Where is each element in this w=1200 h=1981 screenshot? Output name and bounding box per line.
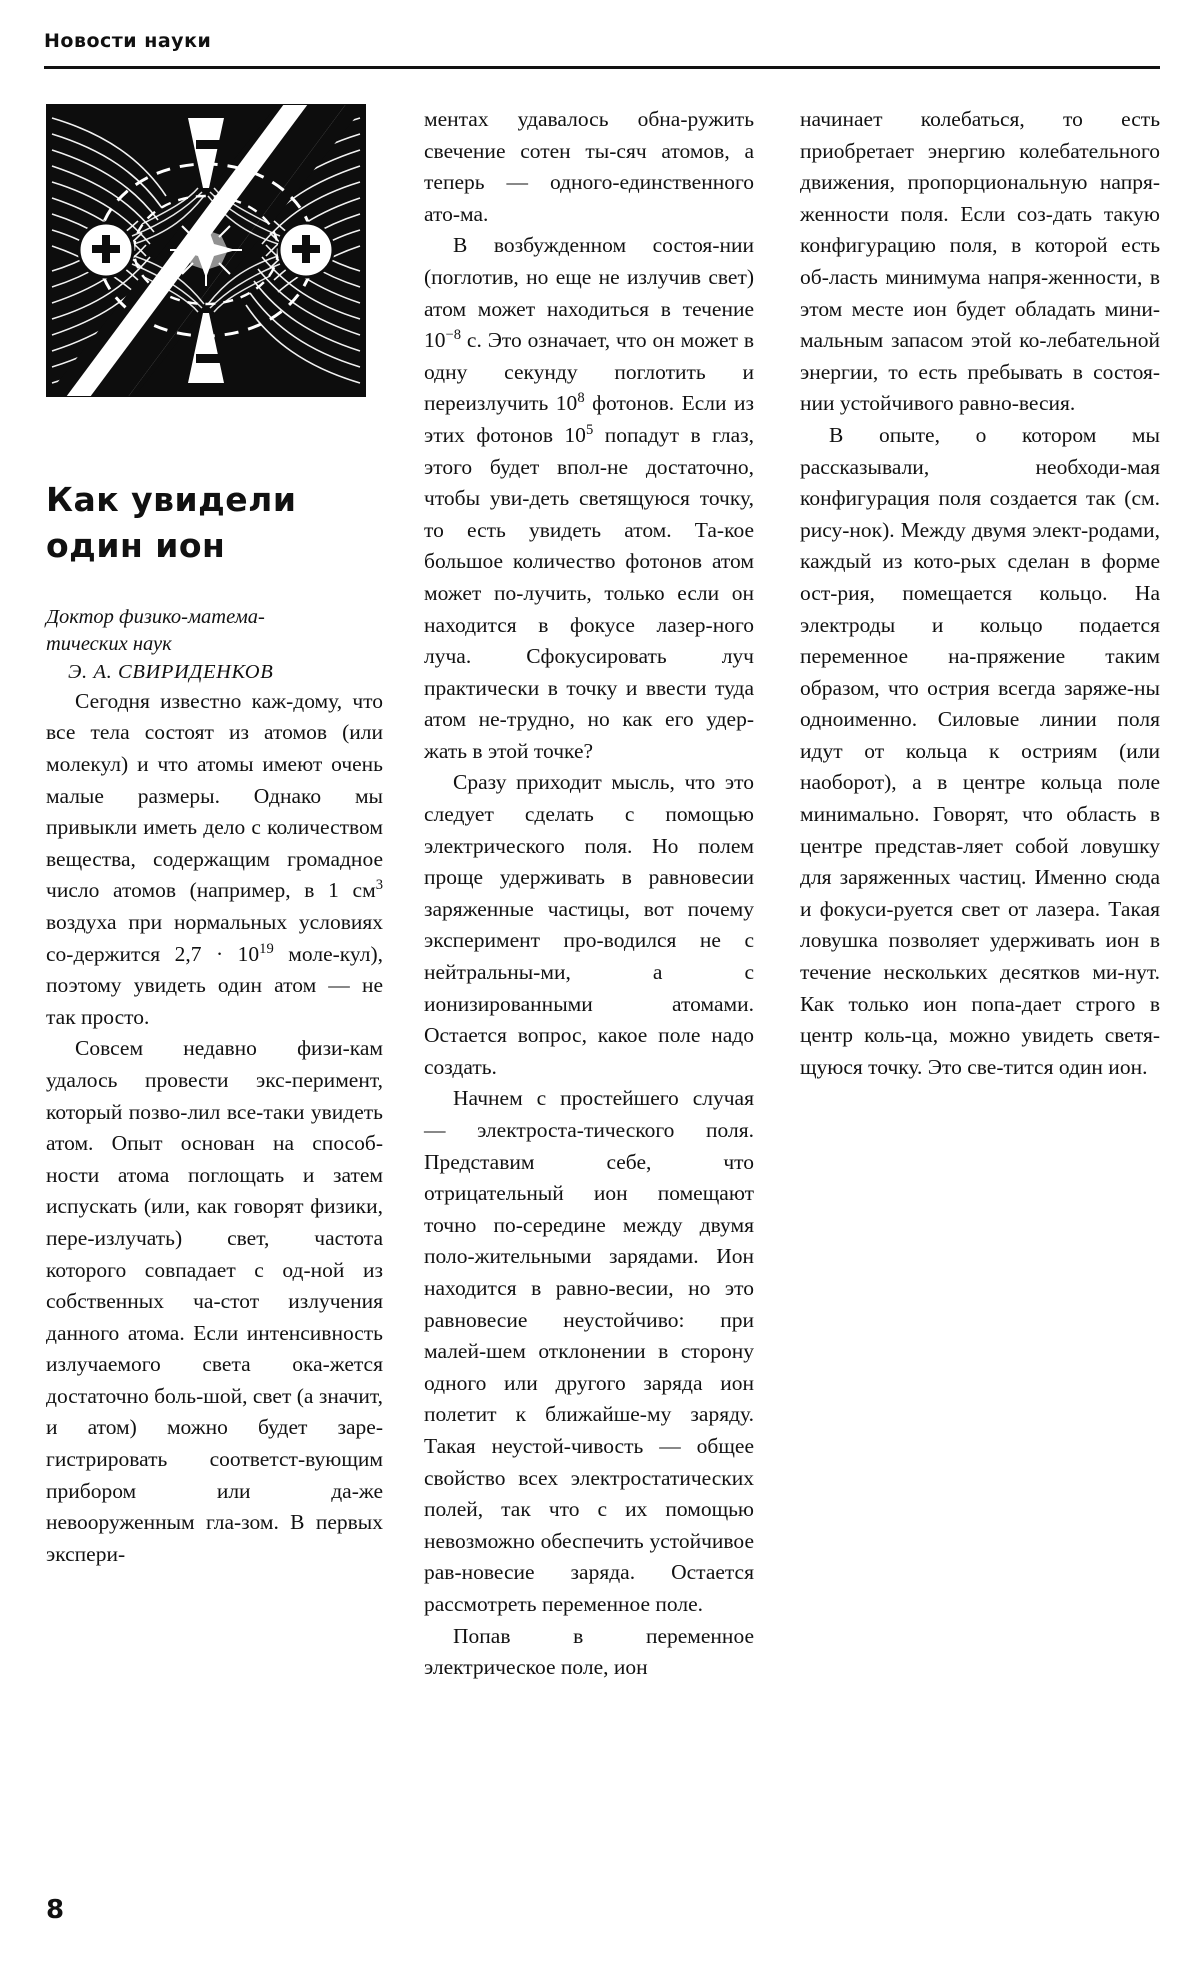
running-head: Новости науки (44, 30, 212, 52)
byline-degree-line-1: Доктор физико-матема- (46, 606, 265, 629)
byline-author: Э. А. СВИРИДЕНКОВ (68, 660, 274, 683)
article-title (46, 477, 383, 568)
column-two (424, 104, 754, 1684)
paragraph: В возбужденном состоя-нии (поглотив, но еще не излучив свет) атом может находиться в течение $10^{-8}$ с. Это означает, что он может в одну секунду поглотить и переизлучить $10^8$ фотонов. Если из этих фотонов $10^5$ попадут в глаз, этого будет впол-не достаточно, чтобы уви-деть светящуюся точку, то есть увидеть атом. Та-кое большое количество фотонов атом может по-лучить, только если он находится в фокусе лазер-ного луча. Сфокусировать луч практически в точку и ввести туда атом не-трудно, но как его удер-жать в этой точке? (424, 233, 754, 763)
paragraph: начинает колебаться, то есть приобретает энергию колебательного движения, пропорциональную напря-женности поля. Если соз-дать такую конфигурацию поля, в которой есть об-ласть минимума напря-женности, в этом месте ион будет обладать мини-мальным запасом этой ко-лебательной энергии, то есть пребывать в состоя-нии устойчивого равно-весия. (800, 107, 1160, 416)
paragraph: В опыте, о котором мы рассказывали, необходи-мая конфигурация поля создается так (см. рису-нок). Между двумя элект-родами, каждый из кото-рых сделан в форме ост-рия, помещается кольцо. На электроды и кольцо подается переменное на-пряжение таким образом, что острия всегда заряже-ны одноименно. Силовые линии поля идут от кольца к остриям (или наоборот), а в центре кольца поле минимально. Говорят, что область в центре представ-ляет собой ловушку для заряженных частиц. Именно сюда и фокуси-руется свет от лазера. Такая ловушка позволяет удерживать ион в течение нескольких десятков ми-нут. Как только ион попа-дает строго в центр коль-ца, можно увидеть светя-щуюся точку. Это све-тится один ион. (800, 422, 1160, 1079)
paragraph: ментах удавалось обна-ружить свечение сотен ты-сяч атомов, а теперь — одного-единственного ато-ма. (424, 107, 754, 226)
paragraph: Сегодня известно каж-дому, что все тела состоят из атомов (или молекул) и что атомы имеют очень малые размеры. Однако мы привыкли иметь дело с количеством вещества, содержащим громадное число атомов (например, в 1 $см^3$ воздуха при нормальных условиях со-держится $2,7 \cdot 10^{19}$ моле-кул), поэтому увидеть один атом — не так просто. (46, 688, 383, 1029)
paragraph: Совсем недавно физи-кам удалось провести экс-перимент, который позво-лил все-таки увидеть атом. Опыт основан на способ-ности атома поглощать и затем испускать (или, как говорят физики, пере-излучать) свет, частота которого совпадает с од-ной из собственных ча-стот излучения данного атома. Если интенсивность излучаемого света ока-жется достаточно боль-шой, свет (а значит, и атом) можно будет заре-гистрировать соответст-вующим прибором или да-же невооруженным гла-зом. В первых экспери- (46, 1036, 383, 1566)
article-title-line-1: Как увидели (46, 480, 297, 519)
paragraph: Сразу приходит мысль, что это следует сделать с помощью электрического поля. Но полем проще удерживать в равновесии заряженные частицы, вот почему эксперимент про-водился не с нейтральны-ми, а с ионизированными атомами. Остается вопрос, какое поле надо создать. (424, 770, 754, 1079)
ion-trap-illustration (46, 104, 366, 397)
byline (46, 604, 383, 686)
header-rule (44, 66, 1160, 69)
column-one (46, 104, 383, 1570)
article-title-line-2: один ион (46, 525, 226, 565)
paragraph: Попав в переменное электрическое поле, ион (424, 1623, 754, 1680)
column-three (800, 104, 1160, 1083)
byline-degree-line-2: тических наук (46, 633, 172, 656)
paragraph: Начнем с простейшего случая — электроста-тического поля. Представим себе, что отрицательный ион помещают точно по-середине между двумя поло-жительными зарядами. Ион находится в равно-весии, но это равновесие неустойчиво: при малей-шем отклонении в сторону одного или другого заряда ион полетит к ближайше-му заряду. Такая неустой-чивость — общее свойство всех электростатических полей, так что с их помощью невозможно обеспечить устойчивое рав-новесие заряда. Остается рассмотреть переменное поле. (424, 1086, 754, 1616)
page-number: 8 (46, 1895, 65, 1925)
